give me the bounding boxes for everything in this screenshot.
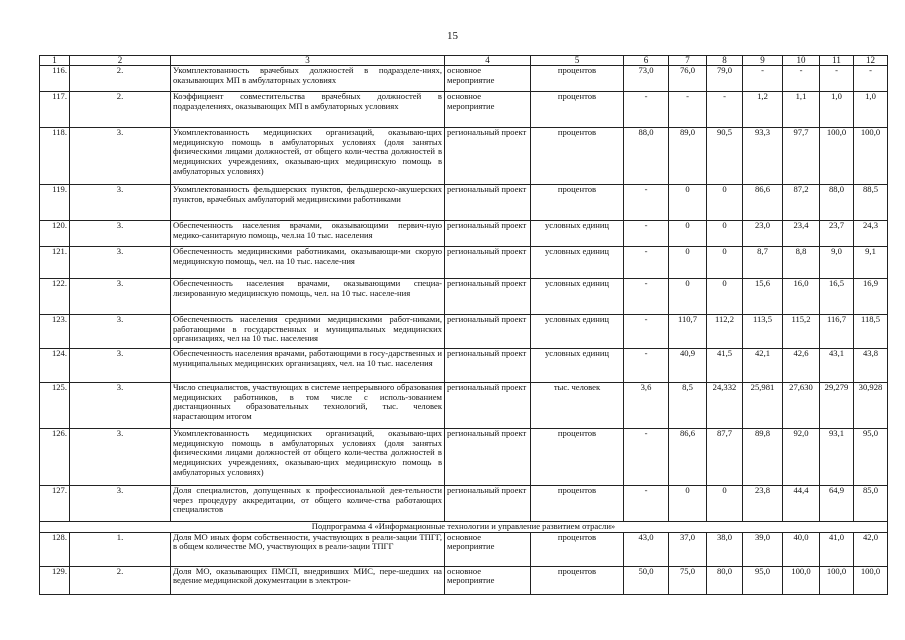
- row-subnumber: 3.: [70, 429, 171, 486]
- event-type: региональный проект: [445, 349, 531, 383]
- table-row: [40, 128, 888, 185]
- indicator-value: -: [624, 349, 669, 383]
- indicator-value: 42,0: [854, 532, 888, 566]
- indicator-value: -: [624, 247, 669, 279]
- indicator-value: 89,0: [669, 128, 707, 185]
- row-subnumber: 3.: [70, 128, 171, 185]
- event-type: региональный проект: [445, 315, 531, 349]
- indicator-value: 27,630: [783, 383, 820, 429]
- indicator-value: 0: [669, 279, 707, 315]
- indicator-value: 100,0: [783, 566, 820, 594]
- indicator-value: 73,0: [624, 66, 669, 92]
- indicator-value: 9,0: [820, 247, 854, 279]
- indicator-name: Доля МО, оказывающих ПМСП, внедривших МИС, пере-шедших на ведение медицинской документации в электрон-: [171, 566, 445, 594]
- indicator-value: -: [783, 66, 820, 92]
- indicator-name: Обеспеченность медицинскими работниками, оказывающи-ми скорую медицинскую помощь, чел. на 10 тыс. населе-ния: [171, 247, 445, 279]
- indicator-value: 95,0: [854, 429, 888, 486]
- indicator-value: 87,2: [783, 185, 820, 221]
- indicator-value: 16,5: [820, 279, 854, 315]
- indicator-value: 88,0: [820, 185, 854, 221]
- indicator-value: 100,0: [820, 566, 854, 594]
- indicator-value: 113,5: [743, 315, 783, 349]
- indicators-table: [39, 55, 888, 595]
- indicator-value: 0: [707, 221, 743, 247]
- indicator-value: 25,981: [743, 383, 783, 429]
- indicator-value: 100,0: [854, 566, 888, 594]
- indicator-value: 29,279: [820, 383, 854, 429]
- table-row: [40, 566, 888, 594]
- indicator-value: 43,8: [854, 349, 888, 383]
- indicator-value: 79,0: [707, 66, 743, 92]
- column-header: 9: [743, 56, 783, 66]
- row-subnumber: 3.: [70, 315, 171, 349]
- indicator-value: -: [624, 185, 669, 221]
- indicator-value: -: [707, 92, 743, 128]
- indicator-value: -: [624, 92, 669, 128]
- table-row: [40, 532, 888, 566]
- indicator-value: 118,5: [854, 315, 888, 349]
- indicator-value: 1,0: [854, 92, 888, 128]
- indicator-value: -: [854, 66, 888, 92]
- row-subnumber: 2.: [70, 566, 171, 594]
- event-type: основное мероприятие: [445, 566, 531, 594]
- row-subnumber: 3.: [70, 486, 171, 522]
- unit-of-measure: процентов: [531, 185, 624, 221]
- row-subnumber: 3.: [70, 349, 171, 383]
- indicator-name: Укомплектованность врачебных должностей в подразделе-ниях, оказывающих МП в амбулаторных условиях: [171, 66, 445, 92]
- indicator-value: 86,6: [669, 429, 707, 486]
- indicator-value: 43,1: [820, 349, 854, 383]
- table-row: [40, 221, 888, 247]
- event-type: региональный проект: [445, 247, 531, 279]
- section-row: [40, 522, 888, 533]
- indicator-value: 41,0: [820, 532, 854, 566]
- event-type: региональный проект: [445, 185, 531, 221]
- indicator-value: 95,0: [743, 566, 783, 594]
- event-type: региональный проект: [445, 383, 531, 429]
- indicator-value: 85,0: [854, 486, 888, 522]
- event-type: региональный проект: [445, 279, 531, 315]
- event-type: региональный проект: [445, 221, 531, 247]
- row-subnumber: 3.: [70, 221, 171, 247]
- column-header: 10: [783, 56, 820, 66]
- column-header: 5: [531, 56, 624, 66]
- table-row: [40, 185, 888, 221]
- indicator-value: 24,3: [854, 221, 888, 247]
- indicator-name: Укомплектованность фельдшерских пунктов, фельдшерско-акушерских пунктов, врачебных амбулаторий медицинскими работниками: [171, 185, 445, 221]
- event-type: основное мероприятие: [445, 532, 531, 566]
- event-type: региональный проект: [445, 128, 531, 185]
- unit-of-measure: процентов: [531, 566, 624, 594]
- table-row: [40, 315, 888, 349]
- indicator-value: 41,5: [707, 349, 743, 383]
- column-header: 11: [820, 56, 854, 66]
- unit-of-measure: процентов: [531, 128, 624, 185]
- row-number: 119.: [40, 185, 70, 221]
- table-row: [40, 279, 888, 315]
- indicator-value: 110,7: [669, 315, 707, 349]
- indicator-value: 100,0: [820, 128, 854, 185]
- row-number: 120.: [40, 221, 70, 247]
- row-number: 123.: [40, 315, 70, 349]
- indicator-value: 0: [707, 486, 743, 522]
- indicator-value: 42,6: [783, 349, 820, 383]
- table-row: [40, 349, 888, 383]
- indicator-value: 23,0: [743, 221, 783, 247]
- unit-of-measure: условных единиц: [531, 349, 624, 383]
- column-header: 7: [669, 56, 707, 66]
- row-subnumber: 2.: [70, 66, 171, 92]
- section-title: Подпрограмма 4 «Информационные технологии и управление развитием отрасли»: [40, 522, 888, 533]
- row-number: 125.: [40, 383, 70, 429]
- column-header: 6: [624, 56, 669, 66]
- event-type: основное мероприятие: [445, 92, 531, 128]
- unit-of-measure: процентов: [531, 532, 624, 566]
- indicator-value: -: [743, 66, 783, 92]
- column-header: 1: [40, 56, 70, 66]
- unit-of-measure: условных единиц: [531, 221, 624, 247]
- indicator-value: -: [624, 279, 669, 315]
- indicator-value: 97,7: [783, 128, 820, 185]
- unit-of-measure: тыс. человек: [531, 383, 624, 429]
- indicator-value: 16,9: [854, 279, 888, 315]
- indicator-value: 24,332: [707, 383, 743, 429]
- indicator-value: 86,6: [743, 185, 783, 221]
- row-subnumber: 1.: [70, 532, 171, 566]
- indicator-value: 89,8: [743, 429, 783, 486]
- indicator-value: 50,0: [624, 566, 669, 594]
- indicator-value: 88,5: [854, 185, 888, 221]
- column-header: 8: [707, 56, 743, 66]
- indicator-value: 112,2: [707, 315, 743, 349]
- unit-of-measure: условных единиц: [531, 315, 624, 349]
- indicator-value: 15,6: [743, 279, 783, 315]
- indicator-value: 1,0: [820, 92, 854, 128]
- indicator-value: -: [624, 221, 669, 247]
- indicator-value: -: [624, 429, 669, 486]
- column-header: 3: [171, 56, 445, 66]
- indicator-value: -: [820, 66, 854, 92]
- indicator-name: Укомплектованность медицинских организаций, оказываю-щих медицинскую помощь в амбулаторных условиях (доля занятых физическими лицами должностей, от общего коли-чества должностей в медицинских учреждениях, оказываю-щих медицинскую помощь в амбулаторных условиях): [171, 128, 445, 185]
- indicator-value: -: [624, 486, 669, 522]
- indicator-value: 0: [707, 279, 743, 315]
- indicator-name: Обеспеченность населения средними медицинскими работ-никами, работающими в государственных и муниципальных медицинских организациях, чел на 10 тыс. населения: [171, 315, 445, 349]
- event-type: региональный проект: [445, 429, 531, 486]
- indicator-value: 64,9: [820, 486, 854, 522]
- indicator-value: 0: [707, 185, 743, 221]
- unit-of-measure: условных единиц: [531, 247, 624, 279]
- row-number: 129.: [40, 566, 70, 594]
- unit-of-measure: процентов: [531, 486, 624, 522]
- indicator-value: 92,0: [783, 429, 820, 486]
- indicator-value: 8,5: [669, 383, 707, 429]
- indicator-value: 93,1: [820, 429, 854, 486]
- unit-of-measure: процентов: [531, 429, 624, 486]
- indicator-value: 42,1: [743, 349, 783, 383]
- column-header-row: [40, 56, 888, 66]
- page-number: 15: [447, 30, 458, 42]
- unit-of-measure: условных единиц: [531, 279, 624, 315]
- indicator-value: 88,0: [624, 128, 669, 185]
- row-number: 128.: [40, 532, 70, 566]
- indicator-value: 9,1: [854, 247, 888, 279]
- row-subnumber: 3.: [70, 185, 171, 221]
- indicator-value: 44,4: [783, 486, 820, 522]
- indicator-value: 39,0: [743, 532, 783, 566]
- indicator-value: 3,6: [624, 383, 669, 429]
- indicator-value: 16,0: [783, 279, 820, 315]
- indicator-name: Доля МО иных форм собственности, участвующих в реали-зации ТПГГ, в общем количестве МО, участвующих в реали-зации ТПГГ: [171, 532, 445, 566]
- indicator-value: 80,0: [707, 566, 743, 594]
- row-number: 127.: [40, 486, 70, 522]
- indicator-value: 0: [707, 247, 743, 279]
- unit-of-measure: процентов: [531, 92, 624, 128]
- indicator-value: 40,0: [783, 532, 820, 566]
- indicator-value: 87,7: [707, 429, 743, 486]
- indicator-value: 75,0: [669, 566, 707, 594]
- event-type: основное мероприятие: [445, 66, 531, 92]
- indicator-value: -: [669, 92, 707, 128]
- column-header: 4: [445, 56, 531, 66]
- table-row: [40, 66, 888, 92]
- indicator-value: 23,4: [783, 221, 820, 247]
- table-row: [40, 486, 888, 522]
- table-row: [40, 247, 888, 279]
- indicator-value: 1,1: [783, 92, 820, 128]
- event-type: региональный проект: [445, 486, 531, 522]
- indicator-value: 23,8: [743, 486, 783, 522]
- indicator-value: 40,9: [669, 349, 707, 383]
- indicator-value: 8,7: [743, 247, 783, 279]
- indicator-value: 43,0: [624, 532, 669, 566]
- row-subnumber: 2.: [70, 92, 171, 128]
- table-row: [40, 92, 888, 128]
- indicator-value: -: [624, 315, 669, 349]
- indicator-value: 0: [669, 221, 707, 247]
- indicator-name: Доля специалистов, допущенных к профессиональной дея-тельности через процедуру аккредитации, от общего количе-ства работающих специалистов: [171, 486, 445, 522]
- column-header: 2: [70, 56, 171, 66]
- row-number: 117.: [40, 92, 70, 128]
- row-number: 122.: [40, 279, 70, 315]
- indicator-name: Укомплектованность медицинских организаций, оказываю-щих медицинскую помощь в амбулаторных условиях (доля занятых физическими лицами должностей от общего коли-чества должностей в медицинских учреждениях, оказываю-щих медицинскую помощь в амбулаторных условиях): [171, 429, 445, 486]
- indicator-value: 0: [669, 486, 707, 522]
- column-header: 12: [854, 56, 888, 66]
- indicator-value: 90,5: [707, 128, 743, 185]
- indicator-value: 116,7: [820, 315, 854, 349]
- indicator-value: 23,7: [820, 221, 854, 247]
- indicator-name: Обеспеченность населения врачами, оказывающими первич-ную медико-санитарную помощь, чел.на 10 тыс. населения: [171, 221, 445, 247]
- indicator-value: 1,2: [743, 92, 783, 128]
- indicator-value: 30,928: [854, 383, 888, 429]
- indicator-value: 76,0: [669, 66, 707, 92]
- row-subnumber: 3.: [70, 383, 171, 429]
- indicator-name: Коэффициент совместительства врачебных должностей в подразделениях, оказывающих МП в амбулаторных условиях: [171, 92, 445, 128]
- indicator-value: 8,8: [783, 247, 820, 279]
- unit-of-measure: процентов: [531, 66, 624, 92]
- indicator-value: 93,3: [743, 128, 783, 185]
- table-body: [40, 66, 888, 595]
- indicator-name: Число специалистов, участвующих в системе непрерывного образования медицинских работников, в том числе с исполь-зованием дистанционных образовательных технологий, тыс. человек нарастающим итогом: [171, 383, 445, 429]
- table-row: [40, 429, 888, 486]
- indicator-name: Обеспеченность населения врачами, оказывающими специа-лизированную медицинскую помощь, чел. на 10 тыс. населе-ния: [171, 279, 445, 315]
- indicator-name: Обеспеченность населения врачами, работающими в госу-дарственных и муниципальных медицинских организациях, чел. на 10 тыс. населения: [171, 349, 445, 383]
- indicator-value: 37,0: [669, 532, 707, 566]
- row-subnumber: 3.: [70, 279, 171, 315]
- table-row: [40, 383, 888, 429]
- row-number: 118.: [40, 128, 70, 185]
- row-number: 116.: [40, 66, 70, 92]
- row-number: 126.: [40, 429, 70, 486]
- row-number: 121.: [40, 247, 70, 279]
- indicator-value: 38,0: [707, 532, 743, 566]
- row-subnumber: 3.: [70, 247, 171, 279]
- indicator-value: 115,2: [783, 315, 820, 349]
- indicator-value: 100,0: [854, 128, 888, 185]
- indicator-value: 0: [669, 247, 707, 279]
- indicator-value: 0: [669, 185, 707, 221]
- row-number: 124.: [40, 349, 70, 383]
